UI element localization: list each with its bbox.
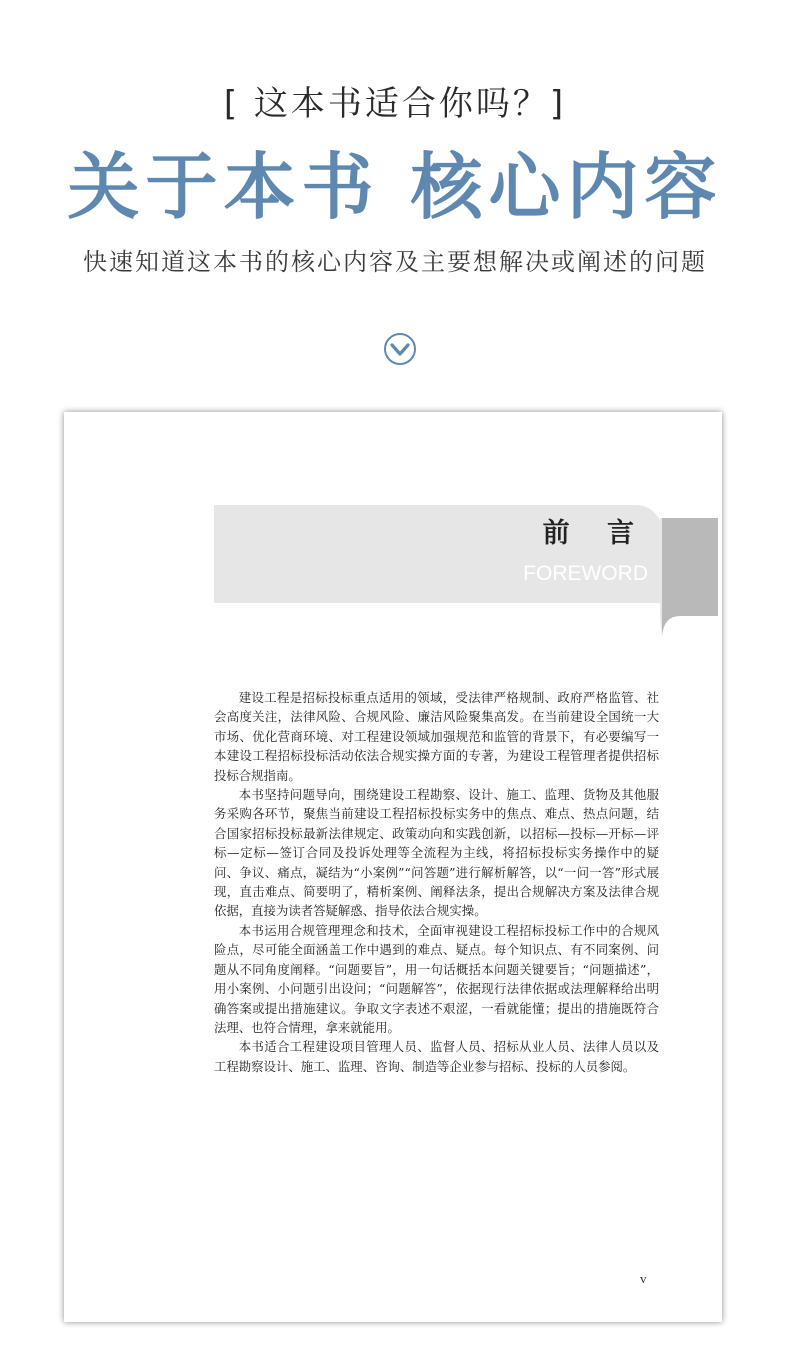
foreword-title: 前 言 xyxy=(542,518,648,549)
foreword-subtitle: FOREWORD xyxy=(523,562,648,585)
foreword-body xyxy=(214,688,659,1076)
page-number: v xyxy=(640,1271,647,1286)
paragraph: 建设工程是招标投标重点适用的领域，受法律严格规制、政府严格监管、社会高度关注，法律风险、合规风险、廉洁风险聚集高发。在当前建设全国统一大市场、优化营商环境、对工程建设领域加强规范和监管的背景下，有必要编写一本建设工程招标投标活动依法合规实操方面的专著，为建设工程管理者提供招标投标合规指南。 xyxy=(214,690,659,783)
paragraph: 本书坚持问题导向，围绕建设工程勘察、设计、施工、监理、货物及其他服务采购各环节，聚焦当前建设工程招标投标实务中的焦点、难点、热点问题，结合国家招标投标最新法律规定、政策动向和实践创新，以招标—投标—开标—评标—定标—签订合同及投诉处理等全流程为主线，将招标投标实务操作中的疑问、争议、痛点，凝结为“小案例”“问答题”进行解析解答，以“一问一答”形式展现，直击难点、简要明了，精析案例、阐释法条，提出合规解决方案及法律合规依据，直接为读者答疑解惑、指导依法合规实操。 xyxy=(214,787,659,919)
header-subtitle: [ 这本书适合你吗？] xyxy=(223,84,567,124)
paragraph: 本书运用合规管理理念和技术，全面审视建设工程招标投标工作中的合规风险点，尽可能全面涵盖工作中遇到的难点、疑点。每个知识点、有不同案例、问题从不同角度阐释。“问题要旨”，用一句话概括本问题关键要旨；“问题描述”，用小案例、小问题引出设问；“问题解答”，依据现行法律依据或法理解释给出明确答案或提出措施建议。争取文字表述不艰涩，一看就能懂；提出的措施既符合法理、也符合情理，拿来就能用。 xyxy=(214,922,659,1035)
paragraph: 本书适合工程建设项目管理人员、监督人员、招标从业人员、法律人员以及工程勘察设计、施工、监理、咨询、制造等企业参与招标、投标的人员参阅。 xyxy=(214,1039,659,1074)
foreword-banner xyxy=(214,505,662,603)
banner-tab-decoration xyxy=(660,518,718,638)
book-page xyxy=(64,412,722,1322)
page-title: 关于本书 核心内容 xyxy=(67,144,723,229)
header-tagline: 快速知道这本书的核心内容及主要想解决或阐述的问题 xyxy=(83,248,707,276)
chevron-down-circle-icon xyxy=(383,332,417,366)
